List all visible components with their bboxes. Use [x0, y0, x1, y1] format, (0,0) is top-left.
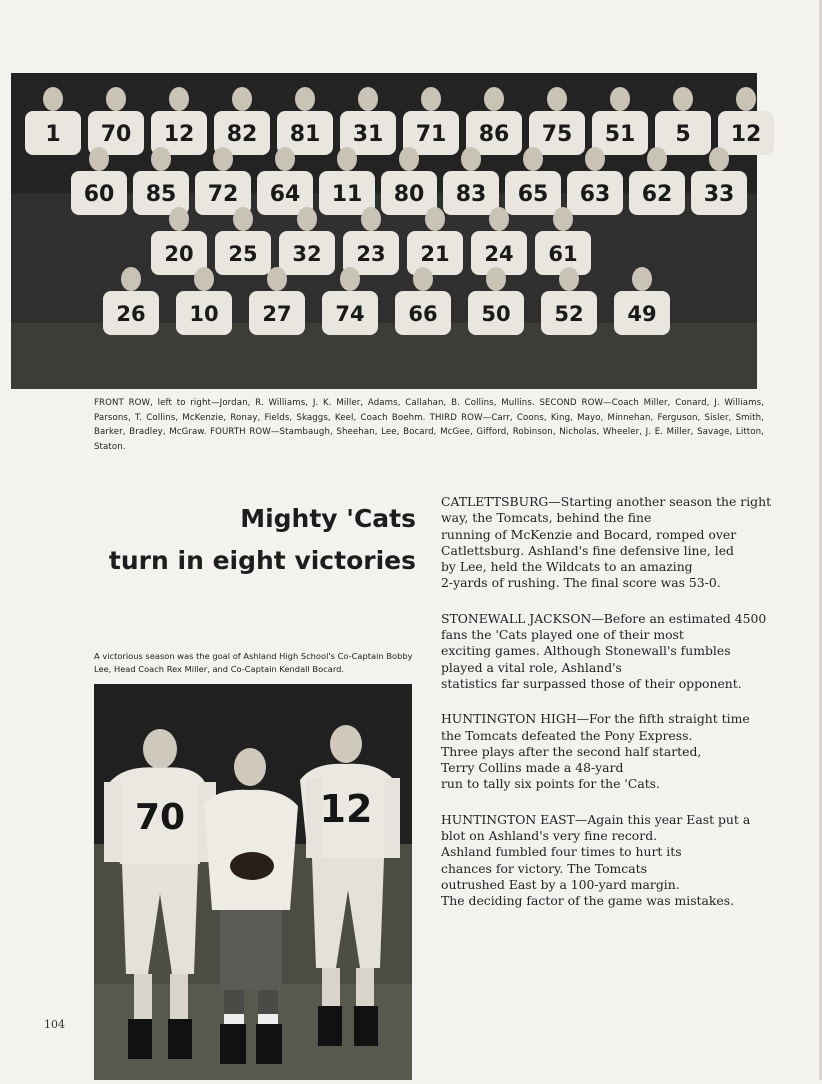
team-jersey-number: 66: [408, 302, 438, 326]
player-head: [233, 207, 253, 231]
recap-line: run to tally six points for the 'Cats.: [441, 776, 660, 792]
team-photo-figure: [11, 73, 762, 389]
player-head: [413, 267, 433, 291]
team-jersey-number: 52: [554, 302, 584, 326]
player-head: [421, 87, 441, 111]
player-head: [169, 87, 189, 111]
team-jersey-number: 33: [703, 182, 735, 207]
recap-line: exciting games. Although Stonewall's fumbles: [441, 643, 731, 659]
team-jersey-number: 61: [548, 242, 578, 266]
team-jersey-number: 51: [604, 122, 636, 147]
team-jersey-number: 26: [116, 302, 146, 326]
team-jersey-number: 24: [484, 242, 514, 266]
player-head: [169, 207, 189, 231]
team-jersey-number: 86: [478, 122, 510, 147]
player-head: [559, 267, 579, 291]
team-jersey-number: 12: [163, 122, 195, 147]
player-head: [486, 267, 506, 291]
player-head: [337, 147, 357, 171]
team-jersey-number: 27: [262, 302, 292, 326]
game-recap: [441, 611, 771, 692]
team-jersey-number: 20: [164, 242, 194, 266]
recap-line: STONEWALL JACKSON—Before an estimated 4500: [441, 610, 767, 626]
page-number: 104: [44, 1018, 65, 1031]
coach-photo: [94, 684, 412, 1080]
player-head: [89, 147, 109, 171]
team-jersey-number: 72: [207, 182, 239, 207]
player-head: [736, 87, 756, 111]
football: [230, 852, 274, 880]
recap-line: played a vital role, Ashland's: [441, 659, 622, 675]
player-head: [489, 207, 509, 231]
player-head: [553, 207, 573, 231]
team-jersey-number: 12: [730, 122, 762, 147]
team-jersey-number: 83: [455, 182, 487, 207]
player-head: [213, 147, 233, 171]
team-jersey-number: 70: [100, 122, 132, 147]
recap-line: The deciding factor of the game was mistakes.: [441, 893, 735, 909]
player-head: [232, 87, 252, 111]
player-head: [43, 87, 63, 111]
player-head: [358, 87, 378, 111]
team-jersey-number: 49: [627, 302, 657, 326]
player-head: [610, 87, 630, 111]
coach-photo-caption: A victorious season was the goal of Ashland High School's Co-Captain Bobby Lee, Head Coach Rex Miller, and Co-Captain Kendall Bocard.: [94, 651, 413, 674]
player-head: [647, 147, 667, 171]
team-jersey-number: 1: [45, 122, 61, 147]
team-jersey-number: 10: [189, 302, 219, 326]
team-jersey-number: 31: [352, 122, 384, 147]
player-head: [673, 87, 693, 111]
game-recap-text: [441, 611, 771, 692]
recap-line: the Tomcats defeated the Pony Express.: [441, 727, 693, 743]
team-jersey-number: 11: [331, 182, 363, 207]
team-jersey-number: 63: [579, 182, 611, 207]
team-photo-caption: FRONT ROW, left to right—Jordan, R. Williams, J. K. Miller, Adams, Callahan, B. Collins, Mullins. SECOND ROW—Coach Miller, Conard, J. Williams, Parsons, T. Collins, McKenzie, Ronay, Fields, Skaggs, Keel, Coach Boehm. THIRD ROW—Carr, Coons, King, Mayo, Minnehan, Ferguson, Sisler, Smith, Barker, Bradley, McGraw. FOURTH ROW—Stambaugh, Sheehan, Lee, Bocard, McGee, Gifford, Robinson, Nicholas, Wheeler, J. E. Miller, Savage, Litton, Staton.: [94, 398, 764, 452]
player-head: [297, 207, 317, 231]
player-head: [425, 207, 445, 231]
team-jersey-number: 71: [415, 122, 447, 147]
recap-line: outrushed East by a 100-yard margin.: [441, 876, 680, 892]
player-head: [295, 87, 315, 111]
game-recap: [441, 494, 771, 592]
coach-photo-jersey-12: 12: [319, 787, 373, 831]
player-head: [121, 267, 141, 291]
player-head: [461, 147, 481, 171]
team-jersey-number: 5: [675, 122, 691, 147]
recap-line: 2-yards of rushing. The final score was 53-0.: [441, 575, 721, 591]
recap-line: fans the 'Cats played one of their most: [441, 627, 684, 643]
player-head: [585, 147, 605, 171]
player-head: [709, 147, 729, 171]
team-jersey-number: 32: [292, 242, 322, 266]
coach-photo-jersey-70: 70: [134, 797, 186, 838]
recap-line: chances for victory. The Tomcats: [441, 860, 647, 876]
team-jersey-number: 74: [335, 302, 365, 326]
recap-line: by Lee, held the Wildcats to an amazing: [441, 559, 693, 575]
team-jersey-number: 60: [83, 182, 115, 207]
recap-line: Three plays after the second half started,: [441, 743, 702, 759]
team-jersey-number: 82: [226, 122, 258, 147]
player-head: [523, 147, 543, 171]
coach-photo-figure: [94, 684, 412, 1080]
player-head: [484, 87, 504, 111]
player-head: [632, 267, 652, 291]
recap-line: running of McKenzie and Bocard, romped over: [441, 526, 737, 542]
team-jersey-number: 50: [481, 302, 511, 326]
team-jersey-number: 65: [517, 182, 549, 207]
recap-line: HUNTINGTON EAST—Again this year East put a: [441, 811, 751, 827]
player-head: [151, 147, 171, 171]
recap-line: blot on Ashland's very fine record.: [441, 828, 658, 844]
game-recap-text: [441, 812, 771, 910]
team-jersey-number: 23: [356, 242, 386, 266]
player-head: [547, 87, 567, 111]
team-jersey-number: 25: [228, 242, 258, 266]
recap-line: CATLETTSBURG—Starting another season the right: [441, 494, 772, 509]
recap-line: HUNTINGTON HIGH—For the fifth straight time: [441, 711, 750, 727]
game-recap-text: [441, 494, 771, 592]
headline-line-1: Mighty 'Cats: [240, 504, 416, 533]
team-jersey-number: 75: [541, 122, 573, 147]
team-jersey-number: 62: [641, 182, 673, 207]
game-recap: [441, 711, 771, 792]
game-recap-text: [441, 711, 771, 792]
article-headline: [96, 498, 416, 582]
recap-line: Ashland fumbled four times to hurt its: [441, 844, 682, 860]
team-photo: [11, 73, 762, 389]
team-jersey-number: 81: [289, 122, 321, 147]
recap-line: statistics far surpassed those of their opponent.: [441, 675, 742, 691]
player-head: [106, 87, 126, 111]
player-head: [361, 207, 381, 231]
recap-line: Catlettsburg. Ashland's fine defensive line, led: [441, 542, 734, 558]
player-head: [275, 147, 295, 171]
player-head: [340, 267, 360, 291]
player-head: [267, 267, 287, 291]
team-jersey-number: 21: [420, 242, 450, 266]
game-recaps: [441, 494, 771, 929]
headline-line-2: turn in eight victories: [108, 546, 416, 575]
team-jersey-number: 85: [145, 182, 177, 207]
team-jersey-number: 80: [393, 182, 425, 207]
recap-line: way, the Tomcats, behind the fine: [441, 510, 652, 526]
team-jersey-number: 64: [269, 182, 301, 207]
player-head: [399, 147, 419, 171]
player-head: [194, 267, 214, 291]
recap-line: Terry Collins made a 48-yard: [441, 760, 624, 776]
game-recap: [441, 812, 771, 910]
